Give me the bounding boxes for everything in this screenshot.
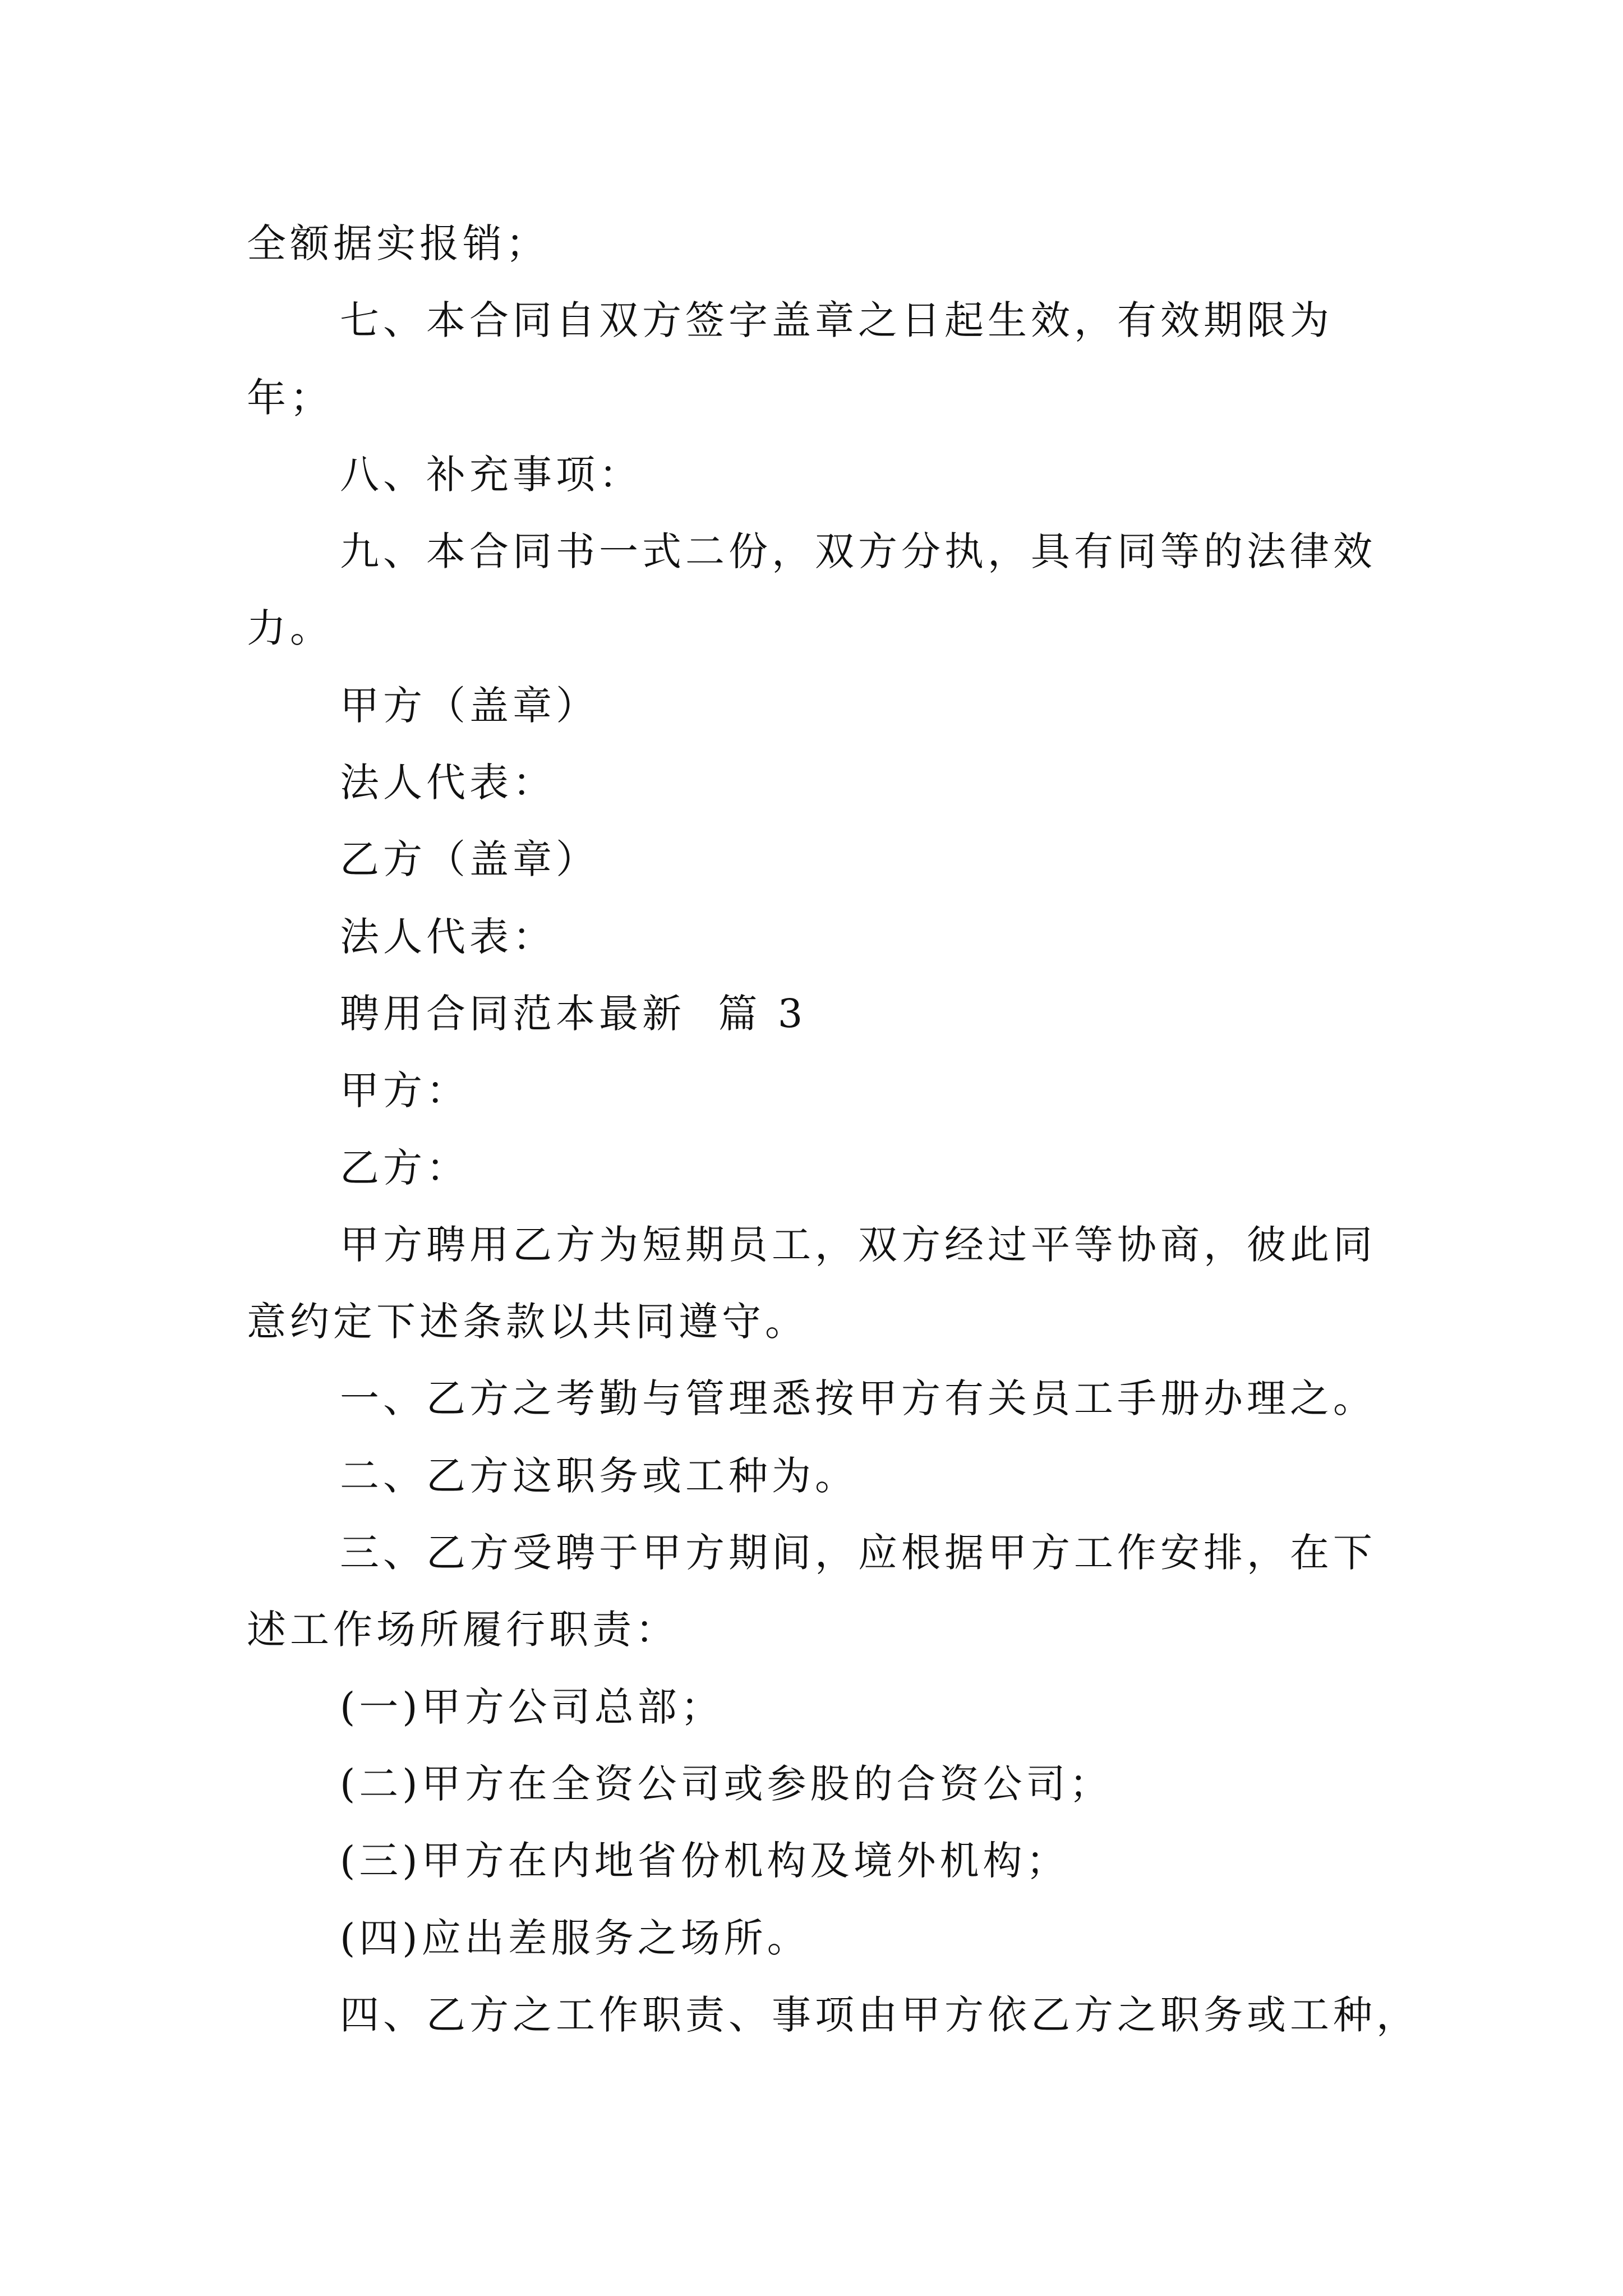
party-b-label: 乙方： xyxy=(340,1144,469,1191)
party-a-label: 甲方： xyxy=(340,1068,469,1114)
party-b-seal-label: 乙方（盖章） xyxy=(340,836,599,883)
sub-item-line: (一)甲方公司总部； xyxy=(340,1683,724,1730)
party-b-legal-rep-label: 法人代表： xyxy=(340,913,556,960)
sub-item-line: (三)甲方在内地省份机构及境外机构； xyxy=(340,1838,1069,1884)
section-heading: 聘用合同范本最新 篇 3 xyxy=(340,990,807,1037)
document-body xyxy=(247,210,1419,2059)
party-a-seal-label: 甲方（盖章） xyxy=(340,682,599,729)
paragraph-line: 年； xyxy=(247,374,333,421)
clause-seven-line: 七、本合同自双方签字盖章之日起生效，有效期限为 xyxy=(340,297,1333,344)
clause-three-line: 三、乙方受聘于甲方期间，应根据甲方工作安排，在下 xyxy=(340,1530,1376,1576)
sub-item-line: (二)甲方在全资公司或参股的合资公司； xyxy=(340,1760,1113,1807)
paragraph-line: 力。 xyxy=(247,605,333,652)
paragraph-line: 全额据实报销； xyxy=(247,220,549,266)
clause-four-line: 四、乙方之工作职责、事项由甲方依乙方之职务或工种， xyxy=(340,1991,1419,2038)
intro-paragraph-line: 甲方聘用乙方为短期员工，双方经过平等协商，彼此同 xyxy=(340,1221,1376,1268)
paragraph-line: 意约定下述条款以共同遵守。 xyxy=(247,1299,808,1345)
party-a-legal-rep-label: 法人代表： xyxy=(340,760,556,806)
clause-two-line: 二、乙方这职务或工种为。 xyxy=(340,1452,858,1499)
clause-nine-line: 九、本合同书一式二份，双方分执，具有同等的法律效 xyxy=(340,528,1376,575)
paragraph-line: 述工作场所履行职责： xyxy=(247,1607,679,1653)
sub-item-line: (四)应出差服务之场所。 xyxy=(340,1915,810,1961)
clause-one-line: 一、乙方之考勤与管理悉按甲方有关员工手册办理之。 xyxy=(340,1375,1376,1422)
clause-eight-line: 八、补充事项： xyxy=(340,451,642,498)
